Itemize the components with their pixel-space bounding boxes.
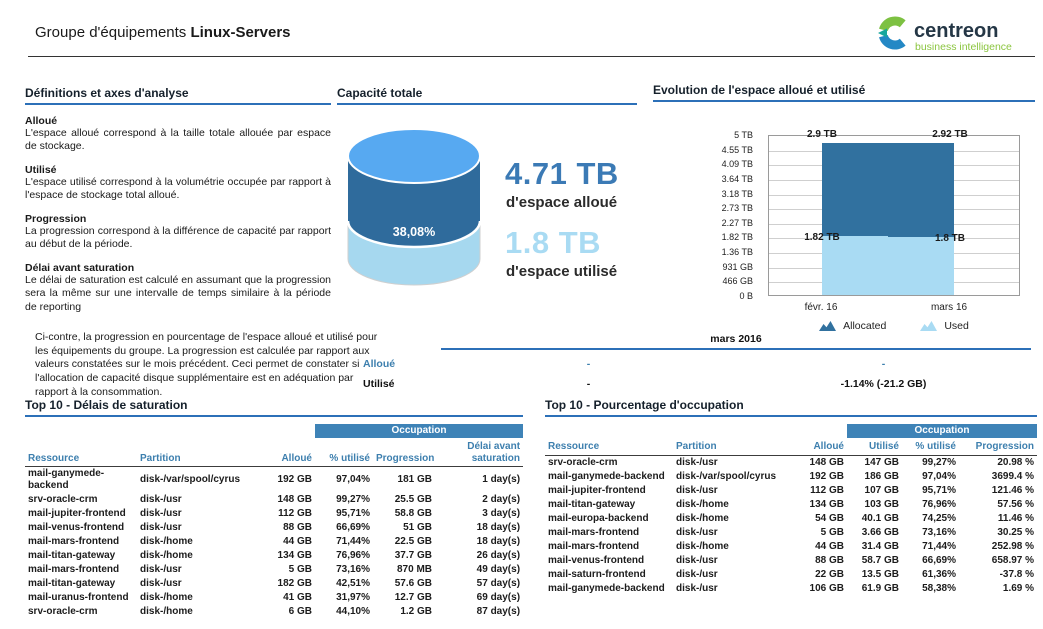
y-tick-label: 5 TB [734, 130, 753, 140]
table-row [545, 470, 1037, 484]
table-cell: 88 GB [815, 554, 844, 566]
capacity-cylinder-chart [343, 126, 487, 301]
table-cell: disk-/home [676, 540, 729, 552]
definition-term: Progression [25, 212, 87, 225]
table-cell: 11.46 % [997, 512, 1035, 524]
col-ressource: Ressource [545, 438, 673, 455]
col-utilise: Utilisé [847, 438, 902, 455]
table-cell: 97,04% [336, 474, 370, 485]
table-cell: 22.5 GB [394, 536, 432, 547]
col-partition: Partition [137, 438, 263, 467]
table-row [25, 507, 523, 521]
table-row [25, 591, 523, 605]
table-cell: 148 GB [809, 456, 844, 468]
table-cell: 3 day(s) [482, 508, 521, 519]
progression-note: Ci-contre, la progression en pourcentage de l'espace alloué et utilisé pour les équipements du groupe. La progression est calculée par rapport aux valeurs constatées sur le mois précédent. Ceci permet de constater si l'allocation de capacité disque supplémentaire est en adéquation par rapport à la consommation. [35, 331, 378, 398]
table-cell: mail-venus-frontend [28, 522, 125, 533]
table-cell: disk-/usr [676, 554, 718, 566]
table-cell: disk-/usr [676, 456, 718, 468]
table-cell: mail-ganymede-backend [548, 582, 665, 594]
bar-allocated-mars 16 [888, 143, 954, 237]
band-spacer [25, 424, 315, 438]
page-title-group-name: Linux-Servers [190, 24, 291, 41]
table-cell: 76,96% [922, 498, 956, 510]
table-cell: 66,69% [922, 554, 956, 566]
definition-text: Le délai de saturation est calculé en assumant que la progression sera la même sur une intervalle de temps similaire à la période de reporting [25, 273, 331, 313]
occupation-table-title: Top 10 - Pourcentage d'occupation [545, 398, 1037, 417]
table-cell: 181 GB [397, 474, 432, 485]
table-cell: srv-oracle-crm [548, 456, 618, 468]
table-cell: 73,16% [336, 564, 370, 575]
table-cell: 13.5 GB [861, 568, 899, 580]
used-value-label: 1.8 TB [934, 233, 966, 245]
col-progression: Progression [373, 438, 435, 467]
column-header-row [25, 438, 523, 467]
bar-used-mars 16 [888, 237, 954, 295]
table-row [545, 455, 1037, 470]
y-tick-label: 2.27 TB [721, 217, 753, 228]
table-cell: 41 GB [283, 592, 312, 603]
occupation-table-section [545, 398, 1037, 596]
legend-item-allocated [819, 320, 886, 332]
table-cell: srv-oracle-crm [28, 606, 98, 617]
table-cell: 3.66 GB [861, 526, 899, 538]
table-row [545, 498, 1037, 512]
month-summary-table [363, 333, 1031, 390]
cylinder-percent-label: 38,08% [392, 225, 436, 239]
table-cell: 37.7 GB [394, 550, 432, 561]
month-alloue-col1: - [586, 358, 591, 370]
table-cell: 192 GB [277, 474, 312, 485]
centreon-c-icon [878, 21, 903, 45]
y-tick-label: 1.82 TB [721, 232, 753, 243]
definition-term: Délai avant saturation [25, 261, 135, 274]
table-cell: disk-/home [676, 512, 729, 524]
table-cell: mail-ganymede-backend [548, 470, 665, 482]
table-cell: 2 day(s) [482, 494, 521, 505]
table-cell: 49 day(s) [476, 564, 521, 575]
table-cell: mail-uranus-frontend [28, 592, 129, 603]
table-cell: 22 GB [815, 568, 844, 580]
page-title [35, 24, 291, 41]
column-header-row [545, 438, 1037, 455]
table-row [25, 549, 523, 563]
month-summary-header: mars 2016 [441, 333, 1031, 350]
table-cell: 57 day(s) [476, 578, 521, 589]
evolution-title: Evolution de l'espace alloué et utilisé [653, 83, 1035, 102]
legend-item-used [920, 320, 969, 332]
occupation-table [545, 424, 1037, 596]
y-tick-label: 3.64 TB [721, 173, 753, 184]
table-cell: 30.25 % [997, 526, 1035, 538]
table-cell: 26 day(s) [476, 550, 521, 561]
col-progression: Progression [959, 438, 1037, 455]
table-cell: mail-jupiter-frontend [548, 484, 646, 496]
table-cell: mail-mars-frontend [28, 564, 120, 575]
centreon-logo [874, 12, 1034, 61]
centreon-logo-svg [874, 12, 1034, 56]
table-cell: 1.69 % [1002, 582, 1035, 594]
table-cell: 12.7 GB [394, 592, 432, 603]
table-row [25, 563, 523, 577]
col-partition: Partition [673, 438, 795, 455]
table-cell: 182 GB [277, 578, 312, 589]
table-cell: disk-/usr [140, 564, 182, 575]
y-tick-label: 3.18 TB [721, 188, 753, 199]
table-cell: 99,27% [922, 456, 956, 468]
col-delai-saturation: Délai avant saturation [435, 438, 523, 467]
y-tick-label: 931 GB [722, 261, 753, 272]
table-row [25, 605, 523, 619]
table-cell: 42,51% [336, 578, 370, 589]
table-cell: 18 day(s) [476, 522, 521, 533]
table-cell: disk-/home [676, 498, 729, 510]
occupation-band-row [25, 424, 523, 438]
table-cell: mail-venus-frontend [548, 554, 645, 566]
col-alloue: Alloué [263, 438, 315, 467]
table-cell: 44 GB [283, 536, 312, 547]
col-pct-utilise: % utilisé [902, 438, 959, 455]
table-cell: mail-europa-backend [548, 512, 649, 524]
table-cell: 61.9 GB [861, 582, 899, 594]
table-cell: 54 GB [815, 512, 844, 524]
table-row [545, 582, 1037, 596]
table-cell: mail-titan-gateway [548, 498, 636, 510]
definitions-title: Définitions et axes d'analyse [25, 86, 331, 105]
occupation-band: Occupation [315, 424, 523, 438]
definition-term: Alloué [25, 115, 58, 127]
used-value: 1.8 TB [505, 225, 602, 260]
table-cell: 88 GB [283, 522, 312, 533]
table-cell: 107 GB [864, 484, 899, 496]
logo-subtext: business intelligence [915, 41, 1012, 53]
table-cell: 58,38% [922, 582, 956, 594]
page-title-prefix: Groupe d'équipements [35, 24, 187, 41]
table-cell: 58.8 GB [394, 508, 432, 519]
table-cell: disk-/home [140, 550, 193, 561]
table-cell: mail-titan-gateway [28, 578, 116, 589]
table-cell: 252.98 % [991, 540, 1035, 552]
area-series-icon [920, 321, 937, 331]
table-cell: 103 GB [864, 498, 899, 510]
saturation-table-section [25, 398, 523, 619]
table-cell: 1 day(s) [482, 474, 521, 485]
table-cell: 192 GB [809, 470, 844, 482]
table-cell: 147 GB [864, 456, 899, 468]
table-cell: mail-ganymede-backend [28, 468, 105, 491]
table-cell: disk-/home [140, 606, 193, 617]
month-summary-spacer [363, 333, 441, 350]
capacity-title: Capacité totale [337, 86, 637, 105]
legend-label: Used [944, 320, 969, 332]
table-row [25, 493, 523, 507]
table-cell: 20.98 % [997, 456, 1035, 468]
table-cell: 57.6 GB [394, 578, 432, 589]
table-cell: disk-/usr [676, 582, 718, 594]
table-cell: mail-saturn-frontend [548, 568, 646, 580]
table-row [25, 467, 523, 494]
definition-text: L'espace utilisé correspond à la volumétrie occupée par rapport à l'espace de stockage total alloué. [25, 175, 331, 202]
table-cell: 6 GB [288, 606, 312, 617]
occupation-band-row [545, 424, 1037, 438]
chart-legend [753, 320, 1035, 332]
table-cell: 121.46 % [991, 484, 1035, 496]
plot-area [768, 129, 1020, 296]
occupation-band: Occupation [847, 424, 1037, 438]
table-cell: 69 day(s) [476, 592, 521, 603]
table-cell: disk-/usr [676, 568, 718, 580]
y-tick-label: 4.09 TB [721, 159, 753, 170]
table-cell: 44 GB [815, 540, 844, 552]
col-pct-utilise: % utilisé [315, 438, 373, 467]
col-alloue: Alloué [795, 438, 847, 455]
used-value-label: 1.82 TB [804, 232, 840, 244]
table-cell: 186 GB [864, 470, 899, 482]
y-tick-label: 1.36 TB [721, 247, 753, 258]
table-cell: 25.5 GB [394, 494, 432, 505]
cylinder-top [348, 129, 480, 183]
table-cell: mail-mars-frontend [548, 540, 640, 552]
table-row [25, 535, 523, 549]
allocated-caption: d'espace alloué [506, 194, 618, 211]
table-cell: 99,27% [336, 494, 370, 505]
table-cell: 870 MB [396, 564, 432, 575]
y-tick-label: 0 B [739, 291, 753, 301]
table-cell: disk-/var/spool/cyrus [140, 474, 241, 485]
month-alloue-col2: - [881, 358, 886, 370]
table-cell: disk-/usr [676, 526, 718, 538]
table-cell: 148 GB [277, 494, 312, 505]
table-cell: 112 GB [278, 508, 312, 519]
table-row [25, 577, 523, 591]
table-cell: 5 GB [820, 526, 844, 538]
table-cell: 73,16% [922, 526, 956, 538]
band-spacer [545, 424, 847, 438]
table-cell: disk-/home [140, 536, 193, 547]
month-utilise-col2: -1.14% (-21.2 GB) [840, 378, 927, 390]
table-cell: disk-/usr [140, 494, 182, 505]
table-cell: disk-/usr [140, 508, 182, 519]
evolution-bar-chart [653, 102, 1035, 337]
table-row [545, 526, 1037, 540]
month-utilise-col1: - [586, 378, 591, 390]
table-row [545, 540, 1037, 554]
y-tick-label: 4.55 TB [721, 144, 753, 155]
table-cell: 74,25% [922, 512, 956, 524]
table-cell: 95,71% [336, 508, 370, 519]
table-cell: 66,69% [336, 522, 370, 533]
table-cell: 97,04% [922, 470, 956, 482]
table-cell: disk-/usr [140, 522, 182, 533]
capacity-figures [505, 156, 619, 294]
table-cell: 31.4 GB [861, 540, 899, 552]
y-tick-label: 466 GB [722, 276, 753, 287]
used-caption: d'espace utilisé [506, 263, 618, 280]
allocated-total-label: 2.9 TB [806, 129, 838, 141]
table-cell: 95,71% [922, 484, 956, 496]
table-cell: 71,44% [922, 540, 956, 552]
table-cell: 40.1 GB [861, 512, 899, 524]
x-tick-label: mars 16 [930, 302, 968, 313]
x-axis [768, 302, 1020, 316]
table-cell: 134 GB [809, 498, 844, 510]
table-cell: 134 GB [277, 550, 312, 561]
definition-text: L'espace alloué correspond à la taille totale allouée par espace de stockage. [25, 127, 331, 153]
table-row [545, 554, 1037, 568]
table-cell: disk-/usr [676, 484, 718, 496]
table-cell: 18 day(s) [476, 536, 521, 547]
table-cell: 106 GB [809, 582, 844, 594]
table-cell: 61,36% [922, 568, 956, 580]
table-cell: 57.56 % [997, 498, 1035, 510]
table-cell: disk-/var/spool/cyrus [676, 470, 777, 482]
table-cell: 44,10% [336, 606, 370, 617]
table-cell: 71,44% [336, 536, 370, 547]
area-series-icon [819, 321, 836, 331]
allocated-value: 4.71 TB [505, 156, 619, 191]
bar-allocated-févr. 16 [822, 143, 888, 236]
table-cell: mail-titan-gateway [28, 550, 116, 561]
capacity-section [337, 86, 637, 280]
table-row [545, 484, 1037, 498]
y-axis [653, 130, 761, 301]
table-row [545, 568, 1037, 582]
table-cell: disk-/usr [140, 578, 182, 589]
y-tick-label: 2.73 TB [721, 203, 753, 214]
evolution-section [653, 83, 1035, 337]
table-row [545, 512, 1037, 526]
table-cell: -37.8 % [999, 568, 1035, 580]
col-ressource: Ressource [25, 438, 137, 467]
table-cell: 112 GB [810, 484, 844, 496]
bar-used-févr. 16 [822, 236, 888, 295]
saturation-table-title: Top 10 - Délais de saturation [25, 398, 523, 417]
table-cell: 58.7 GB [861, 554, 899, 566]
table-cell: mail-mars-frontend [548, 526, 640, 538]
legend-label: Allocated [843, 320, 887, 332]
table-cell: mail-mars-frontend [28, 536, 120, 547]
saturation-table [25, 424, 523, 619]
definitions-section [25, 86, 331, 314]
month-row-label-utilise: Utilisé [363, 378, 395, 390]
table-cell: 658.97 % [991, 554, 1035, 566]
table-cell: 5 GB [288, 564, 312, 575]
month-row-label-alloue: Alloué [363, 358, 396, 370]
table-cell: srv-oracle-crm [28, 494, 98, 505]
table-cell: 51 GB [403, 522, 432, 533]
definition-text: La progression correspond à la différence de capacité par rapport au début de la période. [25, 224, 331, 251]
table-cell: 87 day(s) [476, 606, 521, 617]
table-cell: 76,96% [336, 550, 370, 561]
table-cell: 1.2 GB [400, 606, 432, 617]
table-cell: 3699.4 % [991, 470, 1035, 482]
logo-text: centreon [914, 20, 999, 42]
definition-term: Utilisé [25, 163, 57, 176]
table-row [25, 521, 523, 535]
table-cell: 31,97% [336, 592, 370, 603]
x-tick-label: févr. 16 [804, 302, 838, 313]
table-cell: mail-jupiter-frontend [28, 508, 126, 519]
table-cell: disk-/home [140, 592, 193, 603]
allocated-total-label: 2.92 TB [932, 129, 968, 141]
